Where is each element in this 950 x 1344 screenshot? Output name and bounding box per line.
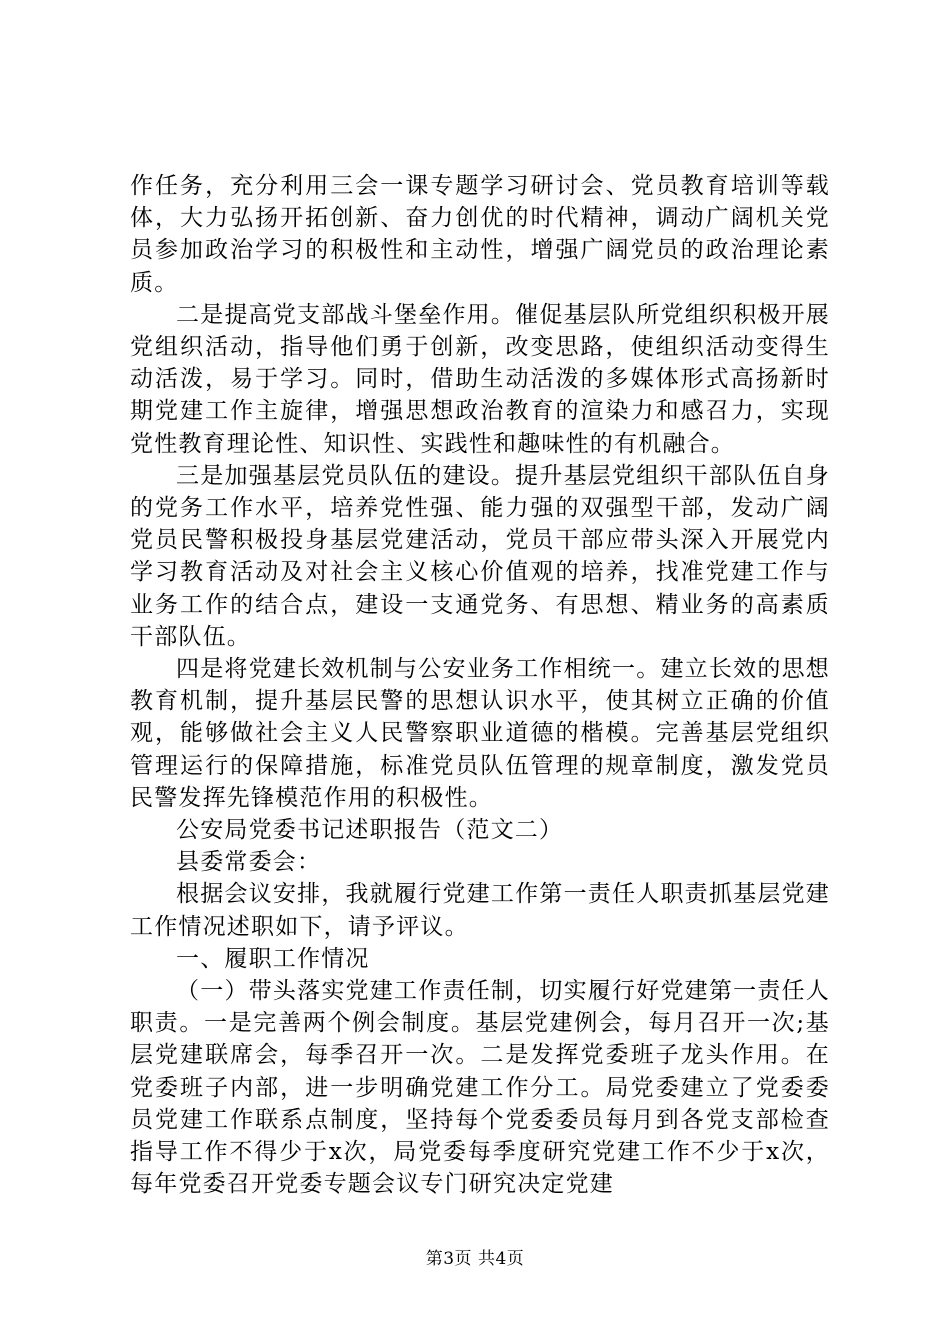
paragraph-point-three: 三是加强基层党员队伍的建设。提升基层党组织干部队伍自身的党务工作水平，培养党性强、能力强的双强型干部，发动广阔党员民警积极投身基层党建活动，党员干部应带头深入开展党内学习教育活动及对社会主义核心价值观的培养，找准党建工作与业务工作的结合点，建设一支通党务、有思想、精业务的高素质干部队伍。 <box>130 462 830 650</box>
paragraph-point-two: 二是提高党支部战斗堡垒作用。催促基层队所党组织积极开展党组织活动，指导他们勇于创新，改变思路，使组织活动变得生动活泼，易于学习。同时，借助生动活泼的多媒体形式高扬新时期党建工作主旋律，增强思想政治教育的渲染力和感召力，实现党性教育理论性、知识性、实践性和趣味性的有机融合。 <box>130 301 830 457</box>
paragraph-intro: 根据会议安排，我就履行党建工作第一责任人职责抓基层党建工作情况述职如下，请予评议。 <box>130 881 830 940</box>
document-body <box>130 170 830 1201</box>
page-number-footer: 第3页 共4页 <box>425 1249 525 1269</box>
salutation: 县委常委会： <box>176 849 322 876</box>
section-heading: 一、履职工作情况 <box>176 945 370 972</box>
paragraph-continuation: 作任务，充分利用三会一课专题学习研讨会、党员教育培训等载体，大力弘扬开拓创新、奋力创优的时代精神，调动广阔机关党员参加政治学习的积极性和主动性，增强广阔党员的政治理论素质。 <box>130 173 830 296</box>
report-title: 公安局党委书记述职报告（范文二） <box>176 817 564 844</box>
paragraph-point-four: 四是将党建长效机制与公安业务工作相统一。建立长效的思想教育机制，提升基层民警的思想认识水平，使其树立正确的价值观，能够做社会主义人民警察职业道德的楷模。完善基层党组织管理运行的保障措施，标准党员队伍管理的规章制度，激发党员民警发挥先锋模范作用的积极性。 <box>130 656 830 811</box>
paragraph-subsection-one: （一）带头落实党建工作责任制，切实履行好党建第一责任人职责。一是完善两个例会制度。基层党建例会，每月召开一次;基层党建联席会，每季召开一次。二是发挥党委班子龙头作用。在党委班子内部，进一步明确党建工作分工。局党委建立了党委委员党建工作联系点制度，坚持每个党委委员每月到各党支部检查指导工作不得少于x次，局党委每季度研究党建工作不少于x次，每年党委召开党委专题会议专门研究决定党建 <box>130 978 830 1198</box>
